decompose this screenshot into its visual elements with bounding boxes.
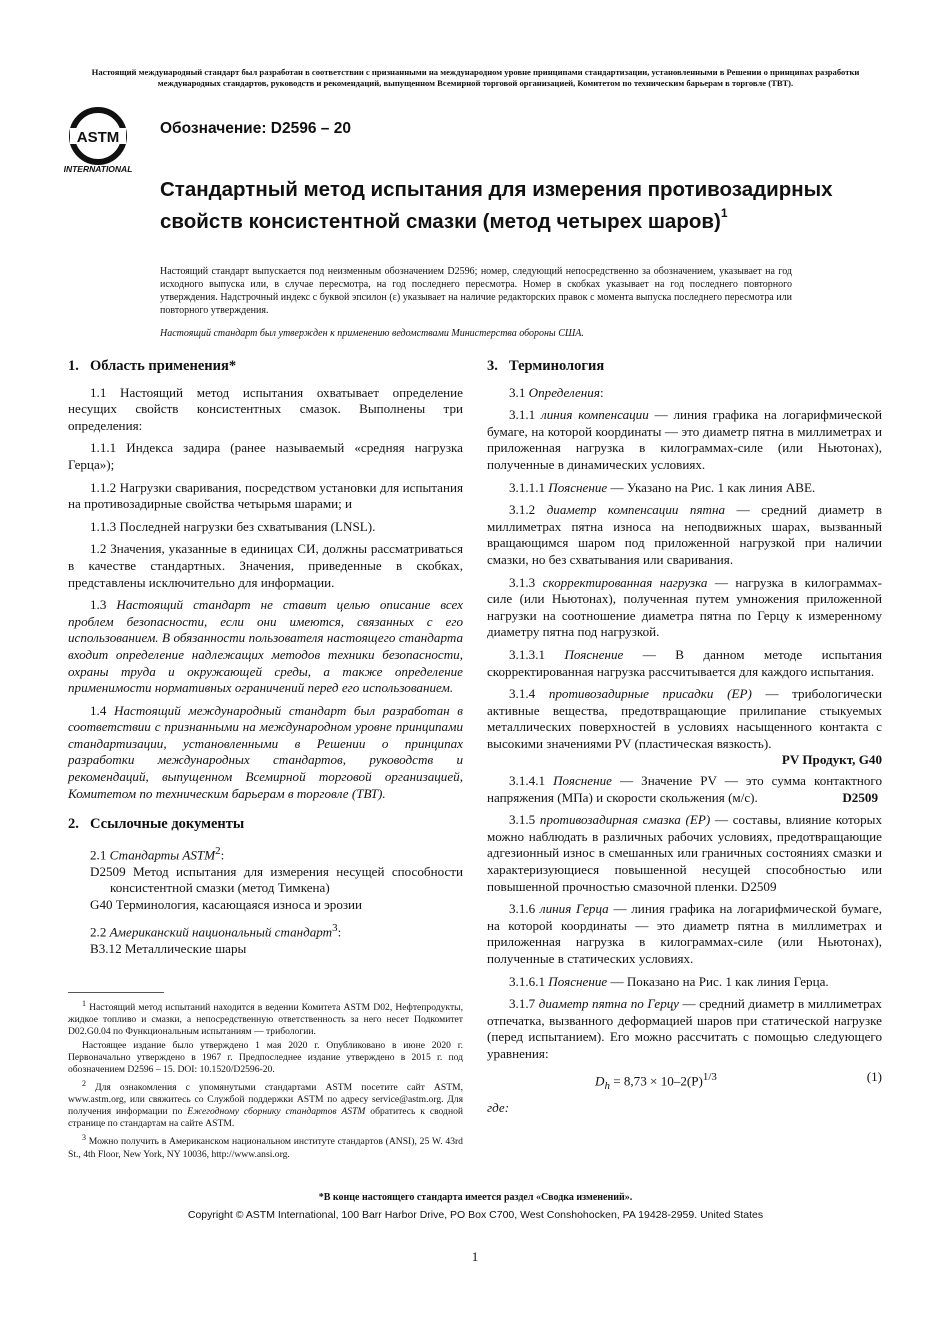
- left-column: [68, 358, 463, 957]
- ref-d2509: D2509 Метод испытания для измерения несущей способности консистентной смазки (метод Тимкена): [90, 863, 463, 896]
- where-label: где:: [487, 1100, 510, 1116]
- preamble: Настоящий стандарт выпускается под неизменным обозначением D2596; номер, следующий непосредственно за обозначением, указывает на год исходного выпуска или, в случае пересмотра, на год последнего пересмотра. Номер в скобках указывает на год последнего повторного утверждения. Надстрочный индекс с буквой эпсилон (ε) указывает на наличие редакторских правок с момента выпуска последнего пересмотра или повторного утверждения.: [160, 266, 792, 316]
- para-3-1-4: 3.1.4 противозадирные присадки (EP) — трибологически активные вещества, предотвращающие прилипание стыкуемых металлических поверхностей в условиях насыщенного контакта с высокими значениями PV (пластическая вязкость).: [487, 686, 882, 751]
- footnote-2: $^2$ Для ознакомления с упомянутыми стандартами ASTM посетите сайт ASTM, www.astm.org, или свяжитесь со Службой поддержки ASTM по адресу service@astm.org. Для получения информации по Ежегодному сборнику стандартов ASTM обратитесь к сводной странице по стандартам на сайте ASTM.: [68, 1079, 464, 1130]
- equation-expr: $D_h = 8,73 \times 10-2(P)^{1/3}$: [595, 1070, 717, 1092]
- para-3-1-4-1: 3.1.4.1 Пояснение — Значение PV — это сумма контактного напряжения (МПа) и скорости скольжения (м/с). D2509: [487, 773, 882, 805]
- para-3-1-2: 3.1.2 диаметр компенсации пятна — средний диаметр в миллиметрах пятна износа на неподвижных шарах, вызванный вращающимся шаром под приложенной нагрузкой при наличии смазки, но без схватывания или сваривания.: [487, 502, 882, 567]
- para-3-1-6-1: 3.1.6.1 Пояснение — Показано на Рис. 1 как линия Герца.: [509, 973, 829, 989]
- para-2-2: 2.2 Американский национальный стандарт$^3$:: [90, 921, 342, 939]
- para-1-1-3: 1.1.3 Последней нагрузки без схватывания (LNSL).: [90, 518, 376, 534]
- para-3-1-7: 3.1.7 диаметр пятна по Герцу — средний диаметр в миллиметрах отпечатка, вызванного деформацией шаров при статической нагрузке (перед испытанием). Его можно рассчитать с помощью следующего уравнения:: [487, 996, 882, 1061]
- para-3-1-1: 3.1.1 линия компенсации — линия графика на логарифмической бумаге, на которой координаты — это диаметр пятна в миллиметрах и приложенная нагрузка в килограммах-силе (или Ньютонах), полученные в динамических условиях.: [487, 407, 882, 472]
- section-3-heading: 3. Терминология: [487, 358, 605, 374]
- section-1-heading: 1. Область применения*: [68, 358, 237, 374]
- footnote-separator: [68, 992, 164, 993]
- footnote-1b: Настоящее издание было утверждено 1 мая 2020 г. Опубликовано в июне 2020 г. Первоначально утверждено в 1967 г. Предпоследнее издание утверждено в 2015 г. под обозначением D2596 – 15. DOI: 10.1520/D2596-20.: [68, 1040, 463, 1076]
- footnote-1: $^1$ Настоящий метод испытаний находится в ведении Комитета ASTM D02, Нефтепродукты, жидкое топливо и смазки, а непосредственную ответственность за него несет Подкомитет D02.G0.04 по Функциональным испытаниям — трибологии.: [68, 999, 463, 1038]
- copyright: Copyright © ASTM International, 100 Barr Harbor Drive, PO Box C700, West Conshohocken, PA 19428-2959. United States: [187, 1209, 764, 1221]
- designation: Обозначение: D2596 – 20: [160, 120, 351, 137]
- ref-g40: G40 Терминология, касающаяся износа и эрозии: [90, 896, 363, 912]
- para-1-3: 1.3 Настоящий стандарт не ставит целью описание всех проблем безопасности, если они имеются, связанных с его использованием. В обязанности пользователя настоящего стандарта входит определение надлежащих методов техники безопасности, охраны труда и окружающей среды, а также определение применимости нормативных ограничений перед его использованием.: [68, 597, 463, 696]
- astm-logo-icon: [64, 106, 154, 178]
- para-3-1-3: 3.1.3 скорректированная нагрузка — нагрузка в килограммах-силе (или Ньютонах), полученная путем умножения приложенной нагрузки на соотношение диаметра пятна по Герцу к измеренному диаметру пятна под нагрузкой.: [487, 574, 882, 640]
- para-3-1: 3.1 Определения:: [509, 384, 604, 400]
- page-title: [160, 176, 860, 235]
- astm-logo: [64, 106, 154, 178]
- section-2-heading: 2. Ссылочные документы: [68, 816, 245, 833]
- equation-1: [487, 1069, 882, 1095]
- para-2-1: 2.1 Стандарты ASTM$^2$:: [90, 844, 225, 863]
- footnote-3: $^3$ Можно получить в Американском национальном институте стандартов (ANSI), 25 W. 43rd St., 4th Floor, New York, NY 10036, http://www.ansi.org.: [68, 1133, 463, 1160]
- para-1-4: 1.4 Настоящий международный стандарт был разработан в соответствии с признанными на международном уровне принципами стандартизации, установленными в Решении о принципах разработки международных стандартов, руководств и рекомендаций, выпущенном Всемирной торговой организацией, Комитетом по техническим барьерам в торговле (ТВТ).: [68, 702, 463, 801]
- right-column: [487, 358, 882, 1123]
- para-3-1-5: 3.1.5 противозадирная смазка (EP) — составы, влияние которых можно наблюдать в различных рабочих условиях, предотвращающие адгезионный износ в смешанных или граничных состояниях смазки и характеризующиеся повышенной несущей способностью или повышенной прочностью смазочной пленки. D2509: [487, 812, 882, 894]
- summary-note: *В конце настоящего стандарта имеется раздел «Сводка изменений».: [318, 1192, 633, 1203]
- ref-b312: B3.12 Металлические шары: [90, 940, 247, 956]
- para-3-1-1-1: 3.1.1.1 Пояснение — Указано на Рис. 1 как линия ABE.: [509, 479, 816, 495]
- footnotes: [68, 998, 463, 1163]
- approval-note: Настоящий стандарт был утвержден к применению ведомствами Министерства обороны США.: [160, 328, 584, 339]
- title-main: Стандартный метод испытания для измерения противозадирных свойств консистентной смазки (метод четырех шаров): [160, 178, 833, 233]
- page-number: 1: [471, 1249, 479, 1264]
- equation-number: (1): [866, 1068, 882, 1084]
- para-3-1-6: 3.1.6 линия Герца — линия графика на логарифмической бумаге, на которой координаты — это диаметр пятна в миллиметрах и приложенная нагрузка в килограммах-силе (или Ньютонах), полученные в статических условиях.: [487, 901, 882, 966]
- svg-text:ASTM: ASTM: [76, 129, 120, 146]
- top-notice: Настоящий международный стандарт был разработан в соответствии с признанными на международном уровне принципами стандартизации, установленными в Решении о принципах разработки международных стандартов, руководств и рекомендаций, выпущенном Всемирной торговой организацией, Комитетом по техническим барьерам в торговле (ТВТ).: [91, 67, 860, 88]
- para-1-1-2: 1.1.2 Нагрузки сваривания, посредством установки для испытания на противозадирные свойства четырьмя шарами; и: [68, 479, 463, 512]
- source-g40: PV Продукт, G40: [781, 752, 882, 768]
- para-1-1: 1.1 Настоящий метод испытания охватывает определение несущих свойств консистентных смазок. Выполнены три определения:: [68, 384, 463, 433]
- para-3-1-3-1: 3.1.3.1 Пояснение — В данном методе испытания скорректированная нагрузка рассчитывается для каждого испытания.: [487, 646, 882, 679]
- para-1-2: 1.2 Значения, указанные в единицах СИ, должны рассматриваться в качестве стандартных. Значения, приведенные в скобках, представлены исключительно для информации.: [68, 541, 463, 590]
- title-sup: 1: [720, 206, 728, 220]
- para-1-1-1: 1.1.1 Индекса задира (ранее называемый «средняя нагрузка Герца»);: [68, 440, 463, 472]
- logo-text: INTERNATIONAL: [64, 164, 133, 174]
